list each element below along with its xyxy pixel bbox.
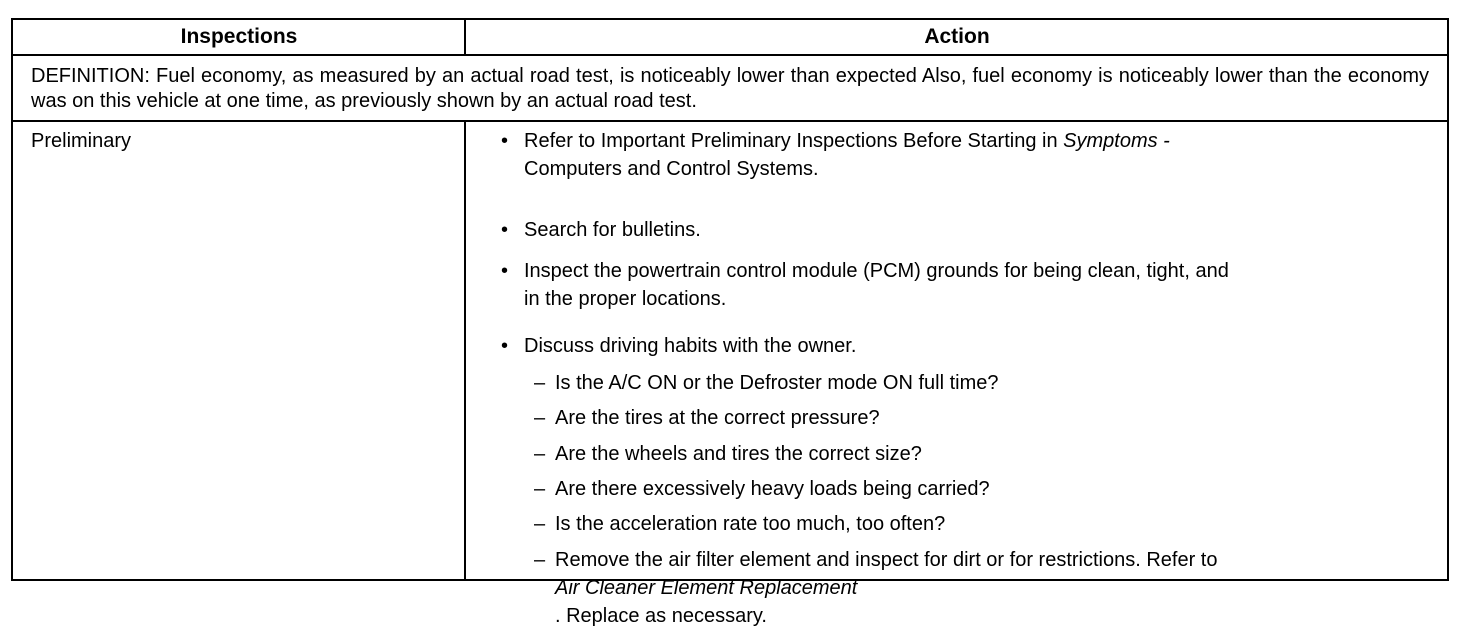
column-divider bbox=[464, 120, 466, 579]
sub-item: – Are there excessively heavy loads being carried? bbox=[534, 475, 1414, 503]
bullet-text: Refer to Important Preliminary Inspections Before Starting in bbox=[524, 130, 1064, 152]
sub-item: – Are the tires at the correct pressure? bbox=[534, 404, 1414, 432]
dash-icon: – bbox=[534, 372, 546, 394]
step-label: Preliminary bbox=[31, 130, 132, 152]
sub-item: – Is the acceleration rate too much, too often? bbox=[534, 510, 1414, 538]
reference-italic: Air Cleaner Element Replacement bbox=[555, 577, 858, 599]
dash-icon: – bbox=[534, 513, 546, 535]
header-inspections: Inspections bbox=[180, 25, 298, 48]
bullet-item bbox=[501, 332, 1421, 360]
dash-icon: – bbox=[534, 549, 546, 571]
reference-italic: Symptoms - bbox=[1063, 130, 1170, 152]
diagnostic-table bbox=[11, 18, 1449, 627]
header-action: Action bbox=[924, 25, 990, 48]
bullet-text: Inspect the powertrain control module (PCM) grounds for being clean, tight, and bbox=[524, 260, 1229, 282]
bullet-icon: • bbox=[501, 130, 509, 152]
definition-text: DEFINITION: Fuel economy, as measured by an actual road test, is noticeably lower than expected Also, fuel economy is noticeably lower than the economy was on this vehicle at one time, as previously shown by an actual road test. bbox=[31, 65, 1429, 112]
bullet-text: Search for bulletins. bbox=[524, 219, 701, 241]
bullet-item bbox=[501, 257, 1421, 313]
bullet-icon: • bbox=[501, 260, 509, 282]
sub-item-text-cont: . Replace as necessary. bbox=[555, 605, 767, 627]
sub-item: – Is the A/C ON or the Defroster mode ON full time? bbox=[534, 369, 1414, 397]
table-header bbox=[13, 20, 1447, 56]
bullet-item bbox=[501, 216, 1421, 244]
sub-item bbox=[534, 546, 1414, 630]
dash-icon: – bbox=[534, 443, 546, 465]
dash-icon: – bbox=[534, 478, 546, 500]
bullet-icon: • bbox=[501, 219, 509, 241]
sub-item-text: Remove the air filter element and inspect for dirt or for restrictions. Refer to bbox=[555, 549, 1218, 571]
bullet-item bbox=[501, 127, 1421, 183]
bullet-text: Discuss driving habits with the owner. bbox=[524, 335, 857, 357]
bullet-text-cont: in the proper locations. bbox=[524, 288, 727, 310]
bullet-text-cont: Computers and Control Systems. bbox=[524, 158, 819, 180]
column-divider bbox=[464, 20, 466, 54]
definition-row bbox=[13, 56, 1447, 122]
sub-item: – Are the wheels and tires the correct size? bbox=[534, 440, 1414, 468]
dash-icon: – bbox=[534, 407, 546, 429]
bullet-icon: • bbox=[501, 335, 509, 357]
